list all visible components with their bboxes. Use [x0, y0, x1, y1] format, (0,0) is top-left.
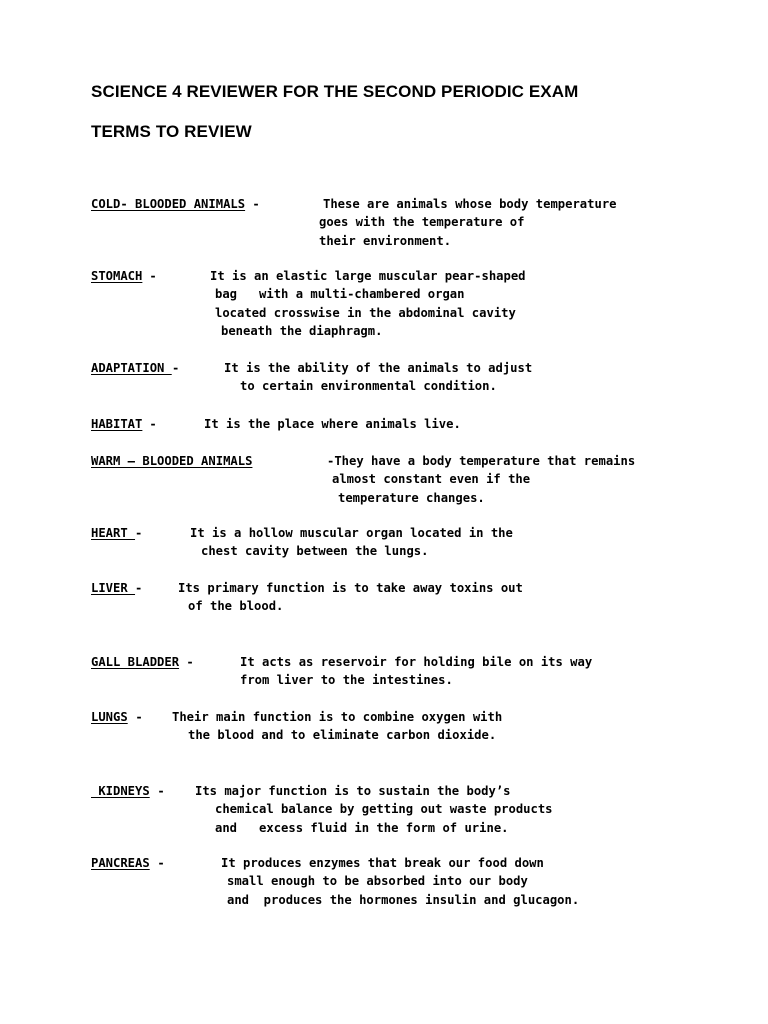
term-entry	[91, 195, 761, 250]
definition-text: It is a hollow muscular organ located in the	[190, 526, 513, 540]
definition-line	[91, 470, 761, 488]
term-entry	[91, 854, 761, 909]
definition-line	[91, 671, 761, 689]
term-entry	[91, 653, 761, 690]
term-entry	[91, 782, 761, 837]
definition-line	[91, 597, 761, 615]
definition-text: goes with the temperature of	[319, 215, 525, 230]
definition-text: -They have a body temperature that remains	[327, 454, 636, 468]
definition-text: bag with a multi-chambered organ	[215, 287, 465, 302]
term-entry	[91, 708, 761, 745]
term-entry	[91, 452, 761, 507]
definition-text: of the blood.	[188, 599, 284, 614]
term-label: LIVER	[91, 581, 136, 595]
definition-line	[91, 359, 761, 377]
term-entry	[91, 415, 761, 433]
definition-line	[91, 415, 761, 433]
definition-text: These are animals whose body temperature	[323, 197, 617, 211]
section-heading: TERMS TO REVIEW	[91, 122, 252, 141]
term-label: PANCREAS	[91, 856, 150, 870]
definition-line	[91, 542, 761, 560]
definition-line	[91, 782, 761, 800]
definition-text: located crosswise in the abdominal cavity	[215, 305, 516, 320]
term-label: COLD- BLOODED ANIMALS	[91, 197, 246, 211]
definition-text: to certain environmental condition.	[240, 379, 497, 394]
definition-text: It produces enzymes that break our food down	[221, 856, 544, 870]
term-separator: -	[135, 581, 150, 595]
definition-line	[91, 285, 761, 303]
term-label: WARM – BLOODED ANIMALS	[91, 454, 253, 468]
definition-line	[91, 489, 761, 507]
term-separator: -	[245, 197, 268, 211]
term-separator: -	[128, 710, 151, 724]
definition-text: temperature changes.	[338, 490, 485, 505]
definition-line	[91, 726, 761, 744]
term-label: LUNGS	[91, 710, 128, 724]
definition-line	[91, 213, 761, 231]
term-separator: -	[142, 269, 165, 283]
definition-text: the blood and to eliminate carbon dioxide.	[188, 728, 497, 743]
term-separator: -	[172, 361, 187, 375]
definition-line	[91, 377, 761, 395]
definition-line	[91, 800, 761, 818]
definition-line	[91, 872, 761, 890]
term-separator: -	[135, 526, 150, 540]
definition-text: It acts as reservoir for holding bile on its way	[240, 655, 593, 669]
definition-text: and produces the hormones insulin and glucagon.	[227, 892, 580, 907]
term-separator: -	[150, 856, 173, 870]
definition-text: chemical balance by getting out waste products	[215, 802, 553, 817]
definition-line	[91, 579, 761, 597]
term-label: GALL BLADDER	[91, 655, 180, 669]
term-label: STOMACH	[91, 269, 143, 283]
definition-line	[91, 267, 761, 285]
definition-text: beneath the diaphragm.	[221, 324, 383, 339]
definition-text: and excess fluid in the form of urine.	[215, 820, 509, 835]
definition-text: small enough to be absorbed into our body	[227, 874, 528, 889]
definition-line	[91, 891, 761, 909]
definition-line	[91, 452, 761, 470]
definition-line	[91, 708, 761, 726]
term-entry	[91, 267, 761, 341]
definition-line	[91, 524, 761, 542]
term-separator: -	[142, 417, 165, 431]
definition-line	[91, 232, 761, 250]
term-entry	[91, 579, 761, 616]
term-entry	[91, 524, 761, 561]
term-label: HABITAT	[91, 417, 143, 431]
definition-text: Its primary function is to take away toxins out	[178, 581, 523, 595]
term-label: KIDNEYS	[91, 784, 150, 798]
term-label: HEART	[91, 526, 136, 540]
definition-text: from liver to the intestines.	[240, 673, 453, 688]
definition-text: Their main function is to combine oxygen with	[172, 710, 503, 724]
page-title: SCIENCE 4 REVIEWER FOR THE SECOND PERIODIC EXAM	[91, 82, 579, 101]
term-label: ADAPTATION	[91, 361, 172, 375]
definition-line	[91, 195, 761, 213]
definition-line	[91, 819, 761, 837]
definition-line	[91, 854, 761, 872]
term-separator: -	[179, 655, 202, 669]
definition-text: It is the ability of the animals to adjust	[224, 361, 533, 375]
term-separator	[252, 452, 267, 470]
definition-line	[91, 653, 761, 671]
definition-text: Its major function is to sustain the body’s	[195, 784, 511, 798]
definition-text: their environment.	[319, 233, 452, 248]
definition-line	[91, 304, 761, 322]
term-entry	[91, 359, 761, 396]
definition-text: It is an elastic large muscular pear-shaped	[210, 269, 526, 283]
definition-line	[91, 322, 761, 340]
definition-text: almost constant even if the	[332, 472, 531, 487]
term-separator: -	[150, 784, 173, 798]
definition-text: chest cavity between the lungs.	[201, 544, 429, 559]
definition-text: It is the place where animals live.	[204, 417, 461, 431]
